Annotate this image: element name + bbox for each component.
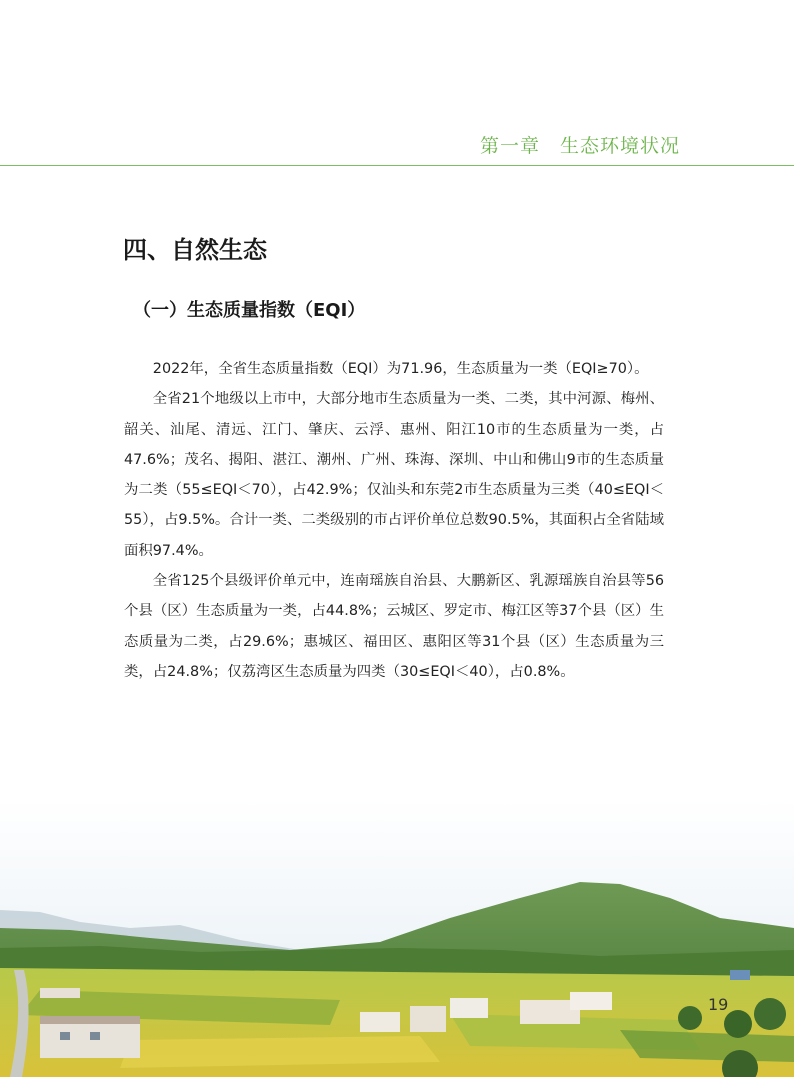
body-text: [124, 354, 664, 687]
page-number: 19: [708, 995, 729, 1014]
header-divider: [0, 165, 794, 166]
paragraph-overall-eqi: 2022年，全省生态质量指数（EQI）为71.96，生态质量为一类（EQI≥70）。: [152, 361, 649, 377]
subsection-title: （一）生态质量指数（EQI）: [133, 300, 366, 321]
landscape-illustration: [0, 800, 794, 1077]
chapter-header-title: 第一章 生态环境状况: [479, 135, 680, 157]
section-title: 四、自然生态: [123, 235, 267, 264]
paragraph-prefecture-cities: 全省21个地级以上市中，大部分地市生态质量为一类、二类，其中河源、梅州、韶关、汕尾、清远、江门、肇庆、云浮、惠州、阳江10市的生态质量为一类，占47.6%；茂名、揭阳、湛江、潮州、广州、珠海、深圳、中山和佛山9市的生态质量为二类（55≤EQI＜70），占42.9%；仅汕头和东莞2市生态质量为三类（40≤EQI＜55），占9.5%。合计一类、二类级别的市占评价单位总数90.5%，其面积占全省陆域面积97.4%。: [124, 391, 664, 559]
paragraph-county-units: 全省125个县级评价单元中，连南瑶族自治县、大鹏新区、乳源瑶族自治县等56个县（区）生态质量为一类，占44.8%；云城区、罗定市、梅江区等37个县（区）生态质量为二类，占29.6%；惠城区、福田区、惠阳区等31个县（区）生态质量为三类，占24.8%；仅荔湾区生态质量为四类（30≤EQI＜40），占0.8%。: [124, 573, 664, 680]
